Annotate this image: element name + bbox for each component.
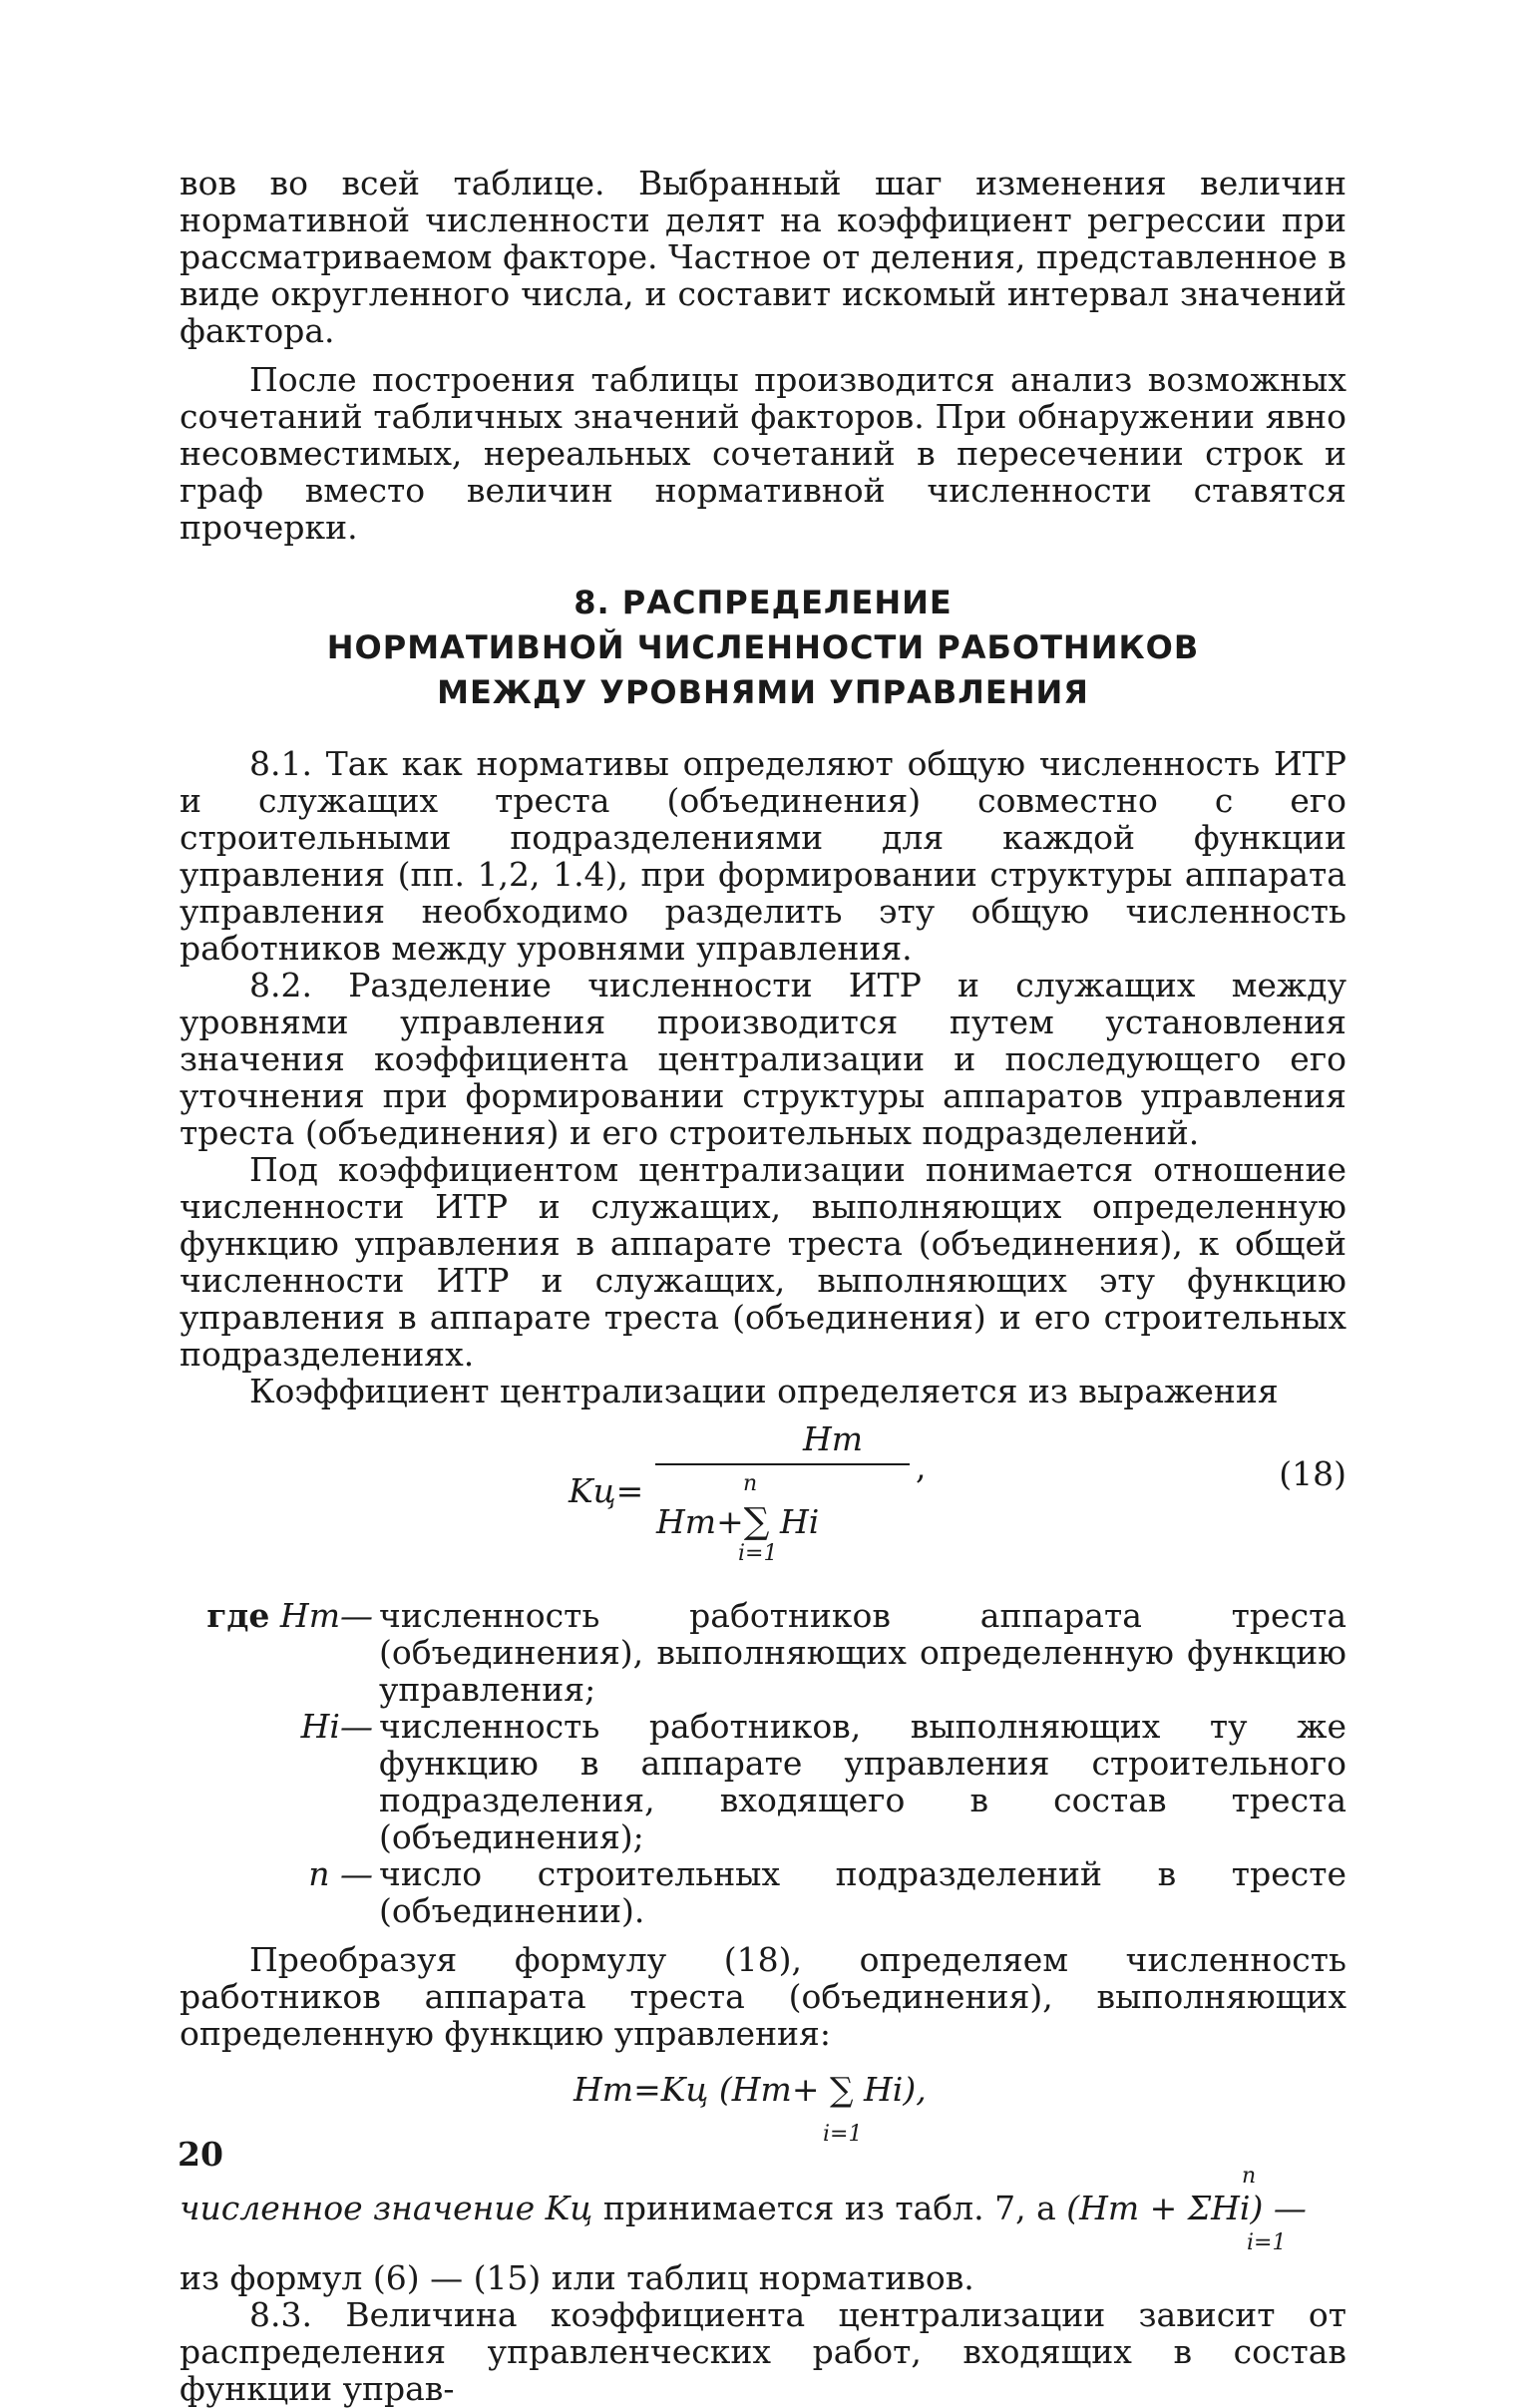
- legend-item: [180, 1855, 1346, 1929]
- formula-main: Hт=Kц (Hт+ ∑ Hi),: [574, 2070, 927, 2109]
- equation-number: (18): [1279, 1454, 1346, 1493]
- paragraph-expression: Коэффициент централизации определяется из выражения: [249, 1372, 1279, 1410]
- sigma-icon: ∑: [743, 1501, 770, 1542]
- paragraph: из формул (6) — (15) или таблиц нормативов.: [180, 2258, 974, 2297]
- formula-lhs: Kц=: [569, 1471, 644, 1510]
- paragraph-transform: Преобразуя формулу (18), определяем численность работников аппарата треста (объединения), выполняющих определенную функцию управления:: [180, 1940, 1346, 2053]
- heading-line-1: 8. РАСПРЕДЕЛЕНИЕ: [574, 584, 953, 621]
- heading-line-2: НОРМАТИВНОЙ ЧИСЛЕННОСТИ РАБОТНИКОВ: [326, 628, 1200, 666]
- formula-transformed: [180, 2070, 1346, 2160]
- paragraph-8-1: 8.1. Так как нормативы определяют общую численность ИТР и служащих треста (объединения) совместно с его строительными подразделениями для каждой функции управления (пп. 1,2, 1.4), при формировании структуры аппарата управления необходимо разделить эту общую численность работников между уровнями управления.: [180, 744, 1346, 968]
- denominator-b: Hi: [779, 1502, 820, 1541]
- legend-symbol: Hi—: [300, 1707, 373, 1746]
- legend-symbol: n —: [308, 1854, 373, 1893]
- numline-text-b: Kц: [545, 2189, 593, 2227]
- formula-18: [180, 1419, 1346, 1589]
- formula-denominator: [656, 1501, 819, 1542]
- sum-lower-limit: i=1: [1247, 2230, 1287, 2255]
- formula-numerator: Hт: [802, 1419, 864, 1458]
- sum-lower-limit: i=1: [823, 2122, 863, 2147]
- heading-line-3: МЕЖДУ УРОВНЯМИ УПРАВЛЕНИЯ: [437, 673, 1089, 711]
- legend-symbol: Hт—: [279, 1596, 373, 1635]
- numline-text-d: (Hт + ΣHi) —: [1066, 2189, 1307, 2227]
- formula-legend: [180, 1597, 1346, 1929]
- legend-text: численность работников, выполняющих ту же функцию в аппарате управления строительного подразделения, входящего в состав треста (объединения);: [379, 1707, 1346, 1856]
- numline-text-a: численное значение: [180, 2189, 536, 2227]
- legend-text: численность работников аппарата треста (объединения), выполняющих определенную функцию управления;: [379, 1596, 1346, 1709]
- paragraph: После построения таблицы производится анализ возможных сочетаний табличных значений факторов. При обнаружении явно несовместимых, нереальных сочетаний в пересечении строк и граф вместо величин нормативной численности ставятся прочерки.: [180, 360, 1346, 547]
- fraction-bar: [655, 1463, 910, 1465]
- formula-comma: ,: [916, 1447, 927, 1486]
- denominator-a: Hт+: [656, 1502, 744, 1541]
- sum-lower-limit: i=1: [738, 1541, 778, 1566]
- legend-text: число строительных подразделений в тресте (объединении).: [379, 1854, 1346, 1930]
- numeric-value-line: [180, 2164, 1346, 2259]
- paragraph-definition: Под коэффициентом централизации понимается отношение численности ИТР и служащих, выполняющих определенную функцию управления в аппарате треста (объединения), к общей численности ИТР и служащих, выполняющих эту функцию управления в аппарате треста (объединения) и его строительных подразделениях.: [180, 1150, 1346, 1374]
- numline-text-c: принимается из табл. 7, а: [602, 2189, 1056, 2227]
- paragraph: вов во всей таблице. Выбранный шаг изменения величин нормативной численности делят на коэффициент регрессии при рассматриваемом факторе. Частное от деления, представленное в виде округленного числа, и составит искомый интервал значений фактора.: [180, 164, 1346, 350]
- paragraph-8-3: 8.3. Величина коэффициента централизации зависит от распределения управленческих работ, входящих в состав функции управ-: [180, 2295, 1346, 2408]
- page-number: 20: [178, 2135, 223, 2174]
- sum-upper-limit: n: [743, 1471, 758, 1496]
- legend-prefix: где: [206, 1596, 270, 1635]
- sum-upper-limit: n: [1242, 2164, 1257, 2189]
- paragraph-8-2: 8.2. Разделение численности ИТР и служащих между уровнями управления производится путем установления значения коэффициента централизации и последующего его уточнения при формировании структуры аппаратов управления треста (объединения) и его строительных подразделений.: [180, 966, 1346, 1152]
- page-body: [180, 165, 1346, 2407]
- legend-item: [180, 1708, 1346, 1855]
- section-heading: [180, 581, 1346, 715]
- legend-item: [180, 1597, 1346, 1708]
